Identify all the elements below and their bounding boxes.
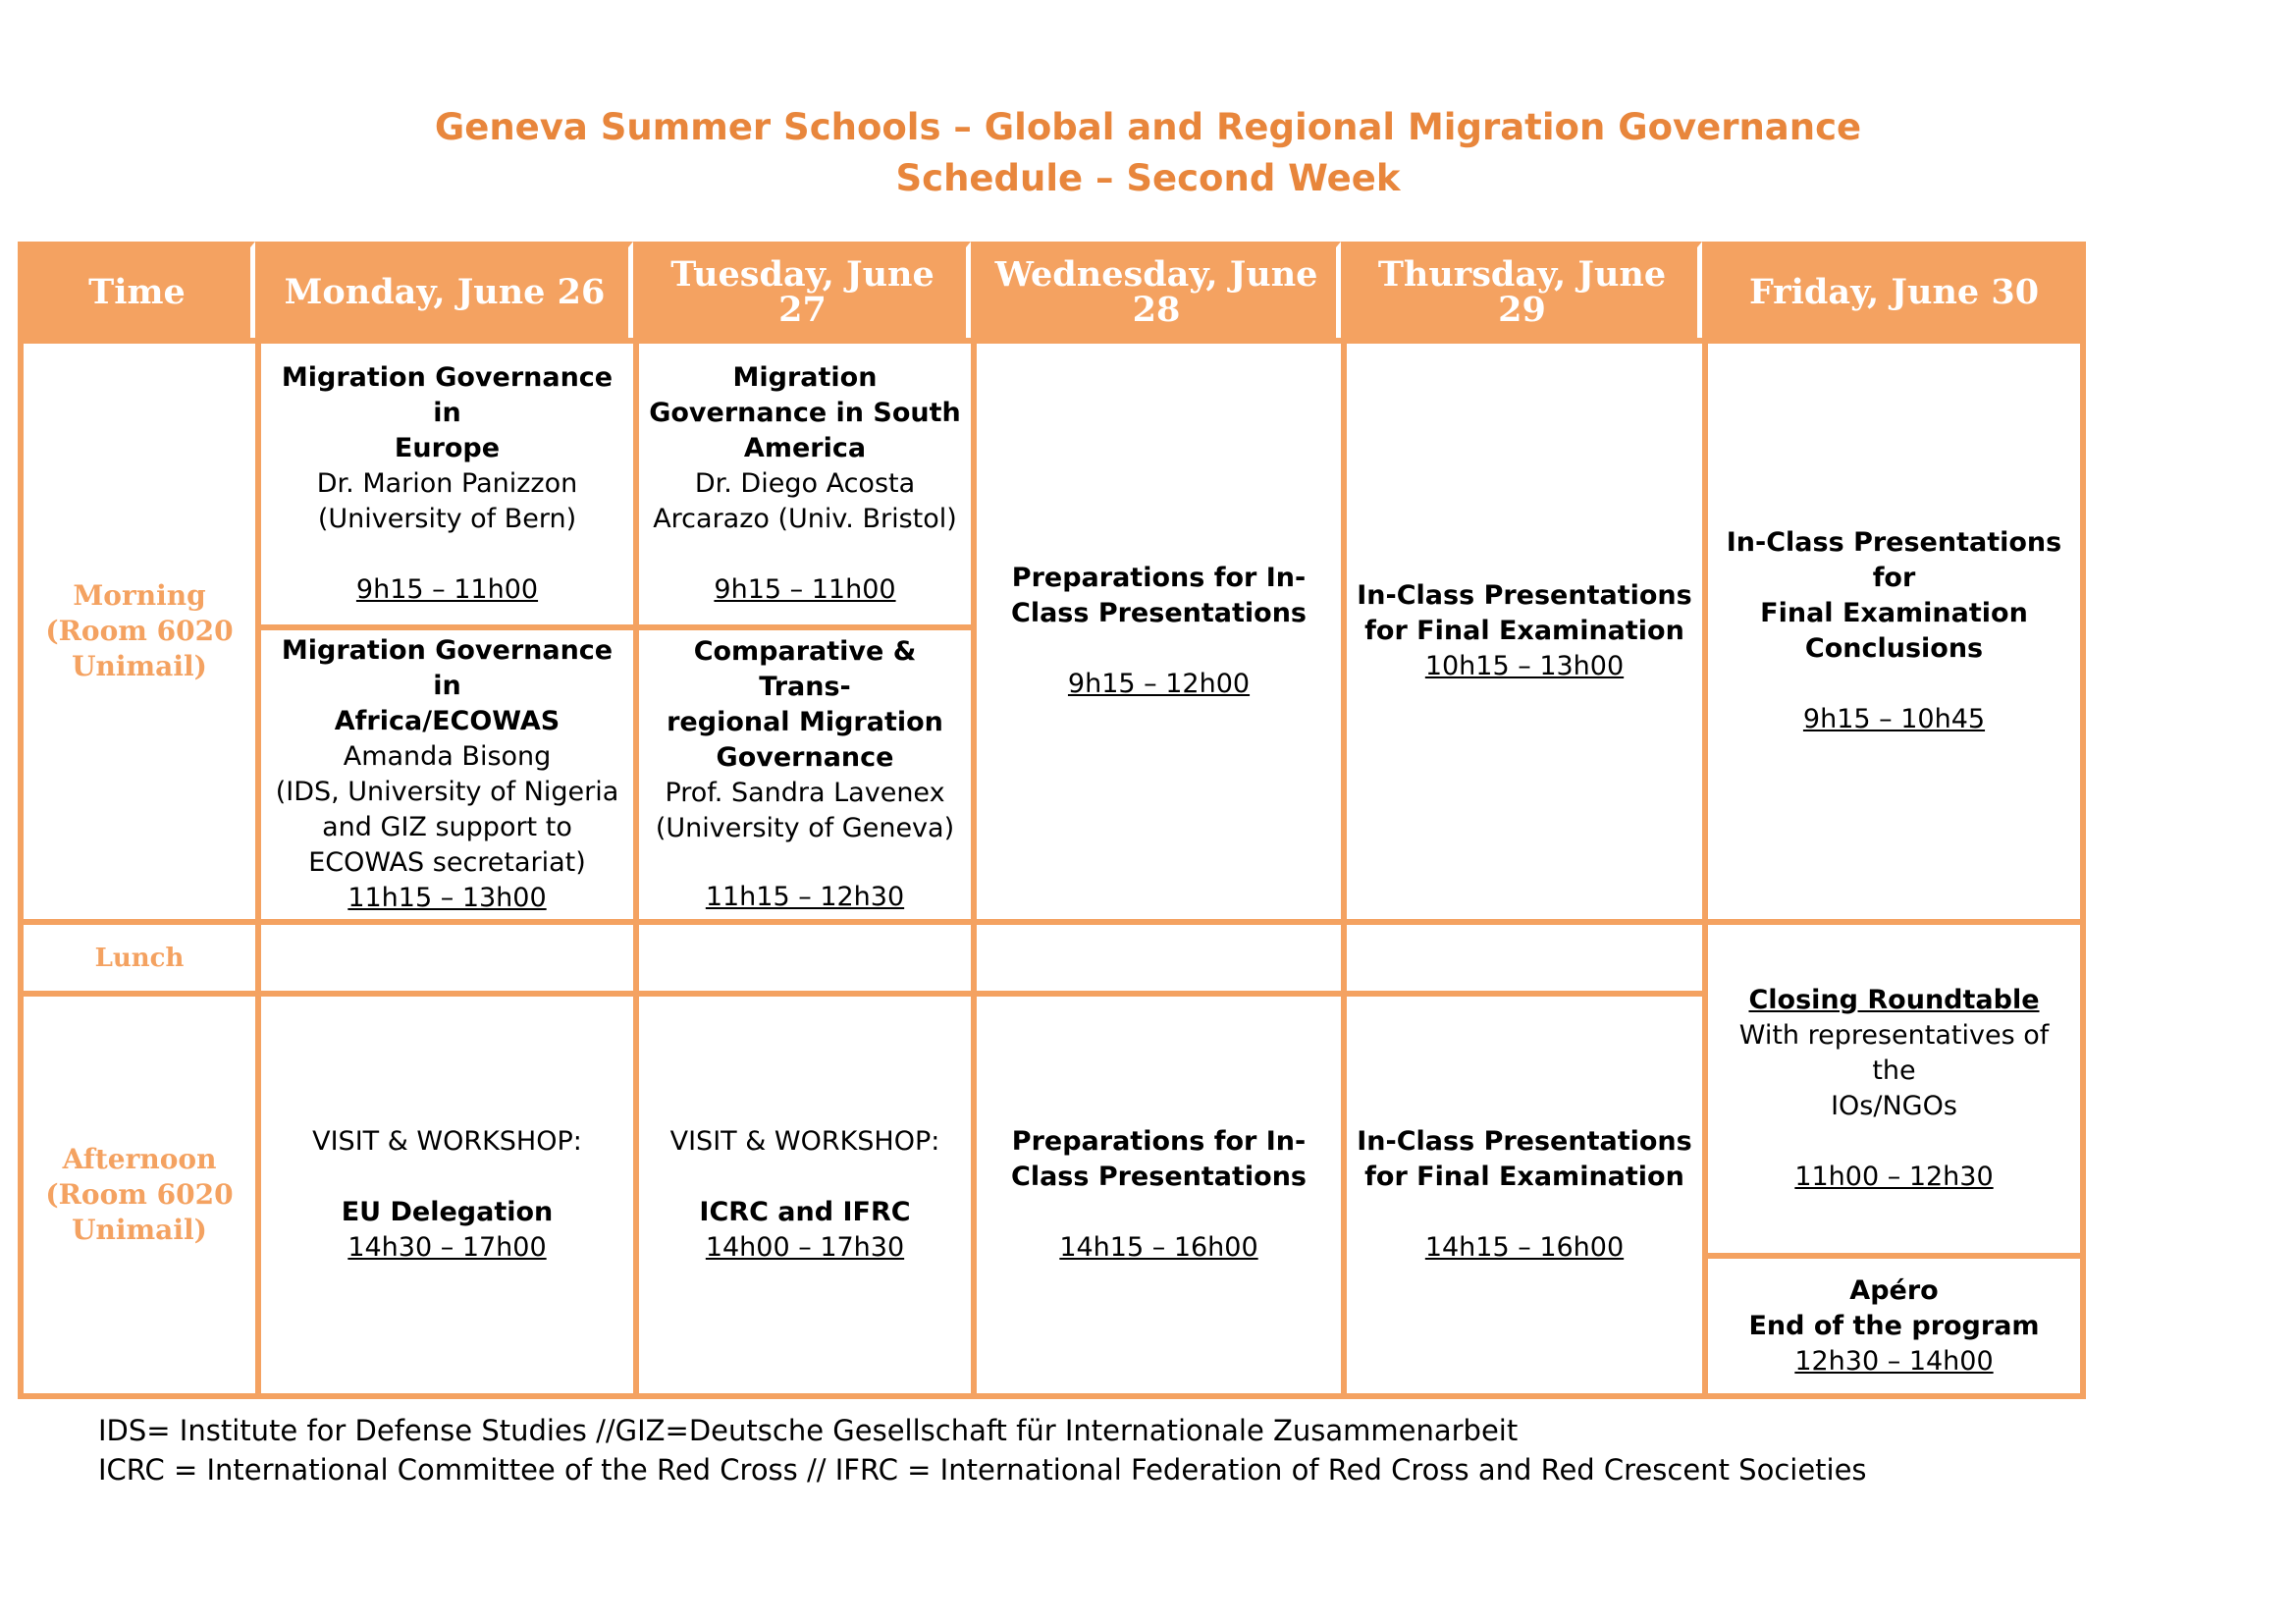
session-tuesday-am2: Comparative & Trans- regional Migration Governance Prof. Sandra Lavenex (University of Geneva) 11h15 – 12h30 <box>633 624 977 925</box>
lunch-thursday <box>1341 919 1708 997</box>
session-friday-roundtable: Closing Roundtable With representatives of the IOs/NGOs 11h00 – 12h30 <box>1702 919 2086 1259</box>
schedule-table <box>18 242 2086 1399</box>
session-monday-am1: Migration Governance in Europe Dr. Marion Panizzon (University of Bern) 9h15 – 11h00 <box>255 338 639 630</box>
page-title: Geneva Summer Schools – Global and Regional Migration Governance <box>434 106 1862 148</box>
header-wednesday: Wednesday, June 28 <box>971 242 1341 344</box>
header-friday: Friday, June 30 <box>1702 242 2086 344</box>
row-label-afternoon: Afternoon (Room 6020 Unimail) <box>18 991 261 1399</box>
session-wednesday-pm: Preparations for In- Class Presentations 14h15 – 16h00 <box>971 991 1347 1399</box>
session-tuesday-pm: VISIT & WORKSHOP: ICRC and IFRC 14h00 – 17h30 <box>633 991 977 1399</box>
page-subtitle: Schedule – Second Week <box>895 157 1401 199</box>
session-thursday-pm: In-Class Presentations for Final Examination 14h15 – 16h00 <box>1341 991 1708 1399</box>
lunch-monday <box>255 919 639 997</box>
session-friday-apero: Apéro End of the program 12h30 – 14h00 <box>1702 1253 2086 1399</box>
row-label-lunch: Lunch <box>18 919 261 997</box>
footnote-icrc-ifrc: ICRC = International Committee of the Red Cross // IFRC = International Federation of Red Cross and Red Crescent Societies <box>98 1453 1867 1487</box>
lunch-wednesday <box>971 919 1347 997</box>
session-monday-am2: Migration Governance in Africa/ECOWAS Amanda Bisong (IDS, University of Nigeria and GIZ support to ECOWAS secretariat) 11h15 – 13h00 <box>255 624 639 925</box>
header-time: Time <box>18 242 255 344</box>
session-monday-pm: VISIT & WORKSHOP: EU Delegation 14h30 – 17h00 <box>255 991 639 1399</box>
session-tuesday-am1: Migration Governance in South America Dr. Diego Acosta Arcarazo (Univ. Bristol) 9h15 – 11h00 <box>633 338 977 630</box>
header-monday: Monday, June 26 <box>255 242 633 344</box>
footnote-ids-giz: IDS= Institute for Defense Studies //GIZ=Deutsche Gesellschaft für Internationale Zusammenarbeit <box>98 1414 1519 1447</box>
lunch-tuesday <box>633 919 977 997</box>
session-thursday-am: In-Class Presentations for Final Examination 10h15 – 13h00 <box>1341 338 1708 925</box>
header-tuesday: Tuesday, June 27 <box>633 242 971 344</box>
row-label-morning: Morning (Room 6020 Unimail) <box>18 338 261 925</box>
session-wednesday-am: Preparations for In- Class Presentations 9h15 – 12h00 <box>971 338 1347 925</box>
session-friday-am: In-Class Presentations for Final Examination Conclusions 9h15 – 10h45 <box>1702 338 2086 925</box>
header-thursday: Thursday, June 29 <box>1341 242 1702 344</box>
